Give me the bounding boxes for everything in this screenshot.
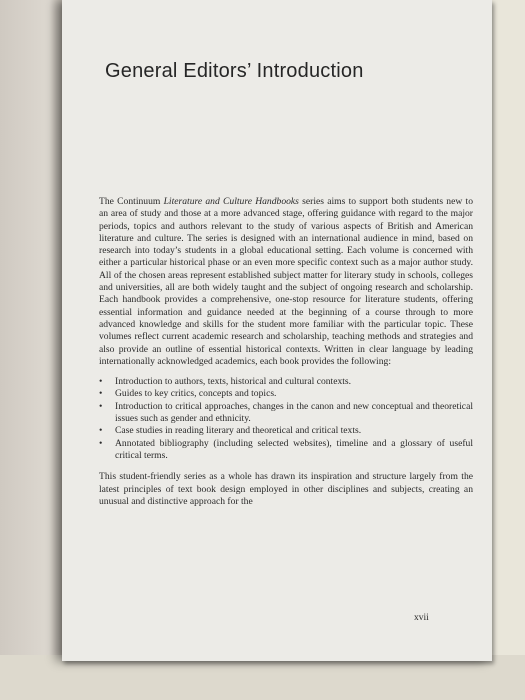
bullet-icon: • bbox=[99, 376, 103, 388]
list-item bbox=[99, 388, 473, 400]
list-item-text: Annotated bibliography (including selected websites), timeline and a glossary of useful critical terms. bbox=[115, 437, 473, 461]
body-text bbox=[99, 196, 473, 508]
intro-text-start: The Continuum bbox=[99, 196, 164, 207]
intro-text-rest: series aims to support both students new to an area of study and those at a more advanced stage, offering guidance with regard to the major periods, topics and authors relevant to the study of various aspects of British and American literature and culture. The series is designed with an international audience in mind, based on research into today’s students in a global educational setting. Each volume is concerned with either a particular historical phase or an even more specific context such as a major author study. All of the chosen areas represent established subject matter for literary study in schools, colleges and universities, all are both widely taught and the subject of ongoing research and scholarship. Each handbook provides a comprehensive, one-stop resource for literature students, offering essential information and guidance needed at the beginning of a course through to more advanced knowledge and skills for the student more familiar with the particular topic. These volumes reflect current academic research and scholarship, teaching methods and strategies and also provide an outline of essential historical contexts. Written in clear language by leading internationally acknowledged academics, each book provides the following: bbox=[99, 196, 473, 367]
intro-paragraph bbox=[99, 196, 473, 368]
bullet-icon: • bbox=[99, 437, 103, 449]
page-title: General Editors’ Introduction bbox=[105, 60, 364, 82]
adjacent-page bbox=[0, 0, 70, 700]
list-item-text: Introduction to authors, texts, historical and cultural contexts. bbox=[115, 376, 352, 388]
list-item bbox=[99, 376, 473, 388]
list-item bbox=[99, 438, 473, 463]
list-item bbox=[99, 425, 473, 437]
list-item-text: Guides to key critics, concepts and topics. bbox=[115, 388, 277, 400]
book-page bbox=[62, 0, 492, 661]
list-item-text: Introduction to critical approaches, changes in the canon and new conceptual and theoretical issues such as gender and ethnicity. bbox=[115, 400, 473, 425]
feature-list bbox=[99, 376, 473, 462]
bullet-icon: • bbox=[99, 425, 103, 437]
series-title: Literature and Culture Handbooks bbox=[163, 196, 299, 207]
bullet-icon: • bbox=[99, 388, 103, 400]
list-item-text: Case studies in reading literary and theoretical and critical texts. bbox=[115, 425, 362, 437]
table-surface bbox=[0, 655, 525, 700]
bullet-icon: • bbox=[99, 400, 103, 412]
page-number: xvii bbox=[414, 613, 429, 623]
closing-paragraph: This student-friendly series as a whole has drawn its inspiration and structure largely from the latest principles of text book design employed in other disciplines and subjects, creating an unusual and distinctive approach for the bbox=[99, 471, 473, 507]
list-item bbox=[99, 401, 473, 426]
